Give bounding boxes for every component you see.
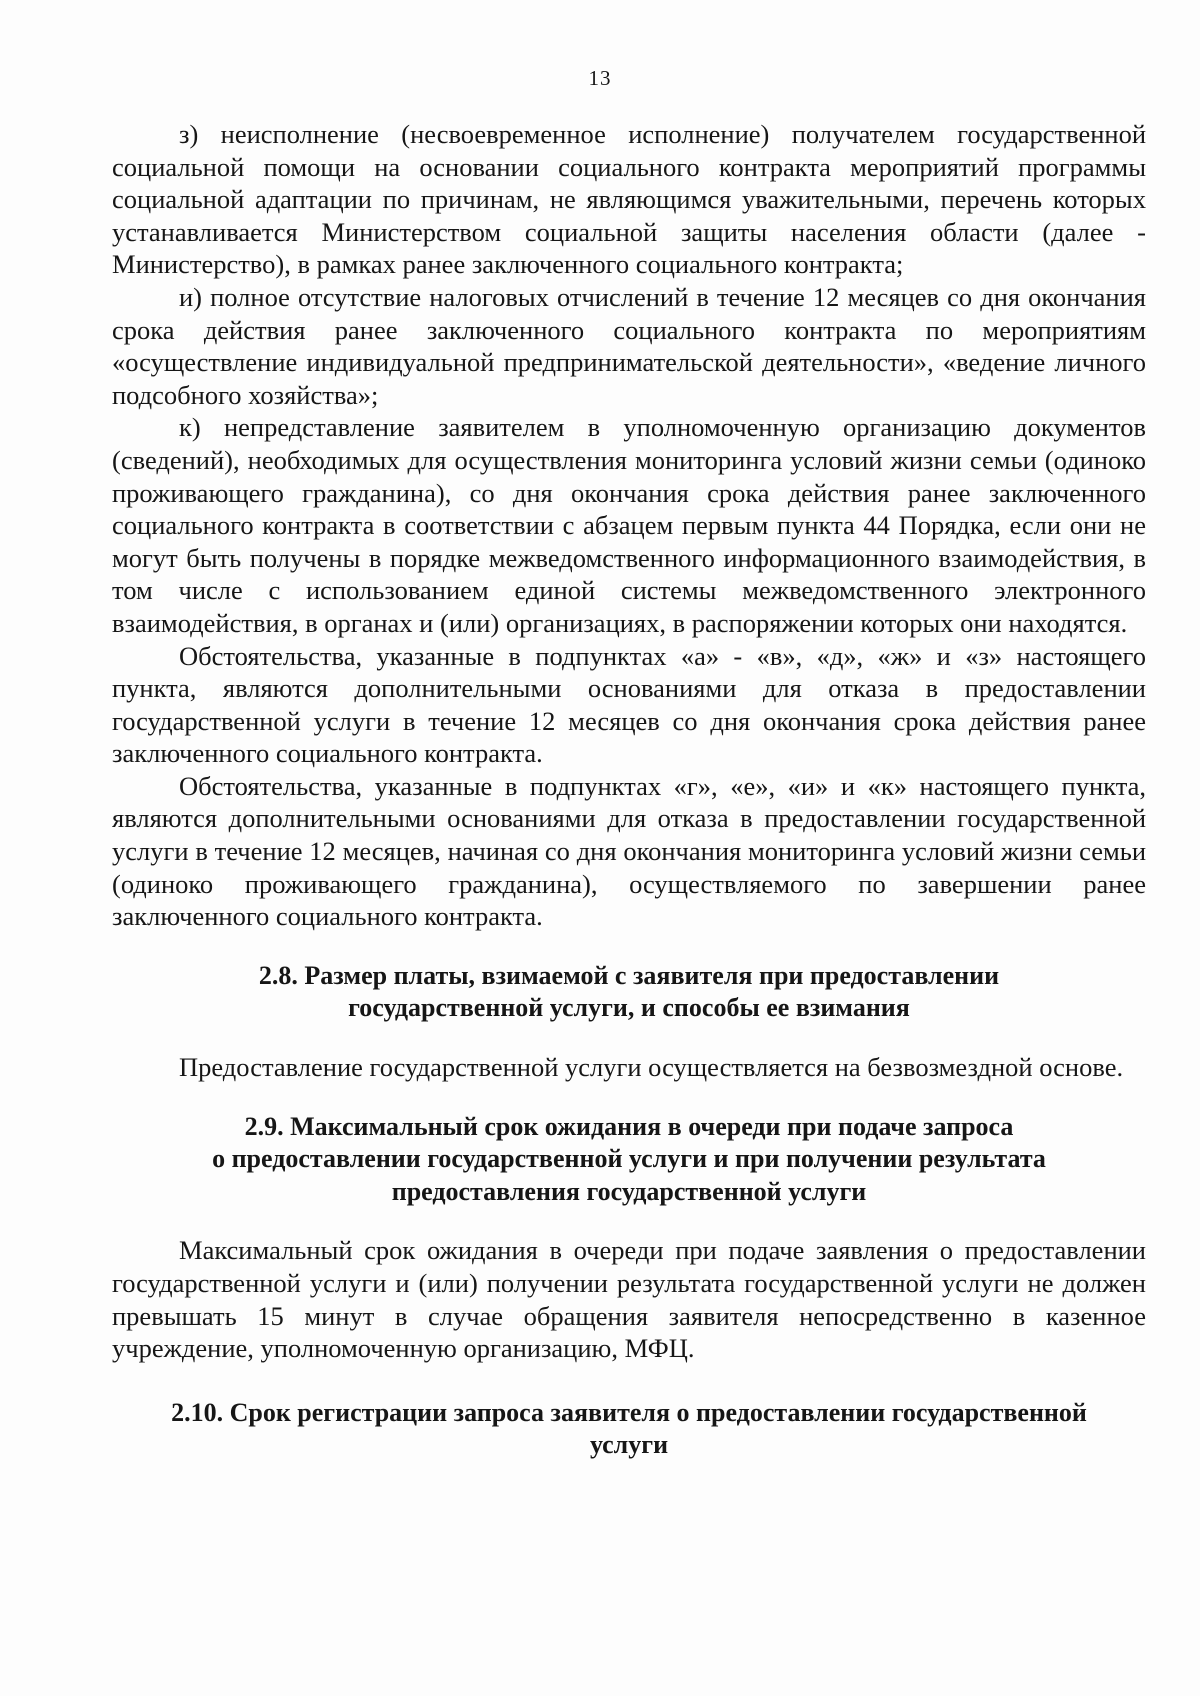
heading-line: 2.10. Срок регистрации запроса заявителя о предоставлении государственной [171, 1397, 1087, 1427]
heading-line: услуги [589, 1430, 669, 1460]
heading-line: 2.8. Размер платы, взимаемой с заявителя при предоставлении [258, 960, 1000, 990]
paragraph-circumstances-1: Обстоятельства, указанные в подпунктах «а» - «в», «д», «ж» и «з» настоящего пункта, являются дополнительными основаниями для отказа в предоставлении государственной услуги в течение 12 месяцев со дня окончания срока действия ранее заключенного социального контракта. [112, 640, 1146, 769]
paragraph-fee: Предоставление государственной услуги осуществляется на безвозмездной основе. [179, 1052, 1124, 1083]
section-heading-2-9 [112, 1111, 1146, 1209]
paragraph-subitem-k: к) непредставление заявителем в уполномоченную организацию документов (сведений), необходимых для осуществления мониторинга условий жизни семьи (одиноко проживающего гражданина), со дня окончания срока действия ранее заключенного социального контракта в соответствии с абзацем первым пункта 44 Порядка, если они не могут быть получены в порядке межведомственного информационного взаимодействия, в том числе с использованием единой системы межведомственного электронного взаимодействия, в органах и (или) организациях, в распоряжении которых они находятся. [112, 412, 1146, 638]
section-heading-2-10 [112, 1397, 1146, 1462]
paragraph-subitem-z: з) неисполнение (несвоевременное исполнение) получателем государственной социальной помощи на основании социального контракта мероприятий программы социальной адаптации по причинам, не являющимся уважительными, перечень которых устанавливается Министерством социальной защиты населения области (далее - Министерство), в рамках ранее заключенного социального контракта; [112, 119, 1146, 280]
heading-line: 2.9. Максимальный срок ожидания в очереди при подаче запроса [244, 1111, 1014, 1141]
heading-line: о предоставлении государственной услуги и при получении результата [212, 1144, 1046, 1174]
document-body [112, 118, 1146, 1462]
paragraph-circumstances-2: Обстоятельства, указанные в подпунктах «г», «е», «и» и «к» настоящего пункта, являются дополнительными основаниями для отказа в предоставлении государственной услуги в течение 12 месяцев, начиная со дня окончания мониторинга условий жизни семьи (одиноко проживающего гражданина), осуществляемого по завершении ранее заключенного социального контракта. [112, 770, 1146, 932]
paragraph-subitem-i: и) полное отсутствие налоговых отчислений в течение 12 месяцев со дня окончания срока действия ранее заключенного социального контракта по мероприятиям «осуществление индивидуальной предпринимательской деятельности», «ведение личного подсобного хозяйства»; [112, 281, 1146, 410]
heading-line: государственной услуги, и способы ее взимания [348, 993, 910, 1023]
paragraph-queue-time: Максимальный срок ожидания в очереди при подаче заявления о предоставлении государственной услуги и (или) получении результата государственной услуги не должен превышать 15 минут в случае обращения заявителя непосредственно в казенное учреждение, уполномоченную организацию, МФЦ. [112, 1235, 1146, 1364]
section-heading-2-8 [112, 960, 1146, 1025]
heading-line: предоставления государственной услуги [391, 1176, 867, 1206]
page-number: 13 [588, 66, 612, 90]
